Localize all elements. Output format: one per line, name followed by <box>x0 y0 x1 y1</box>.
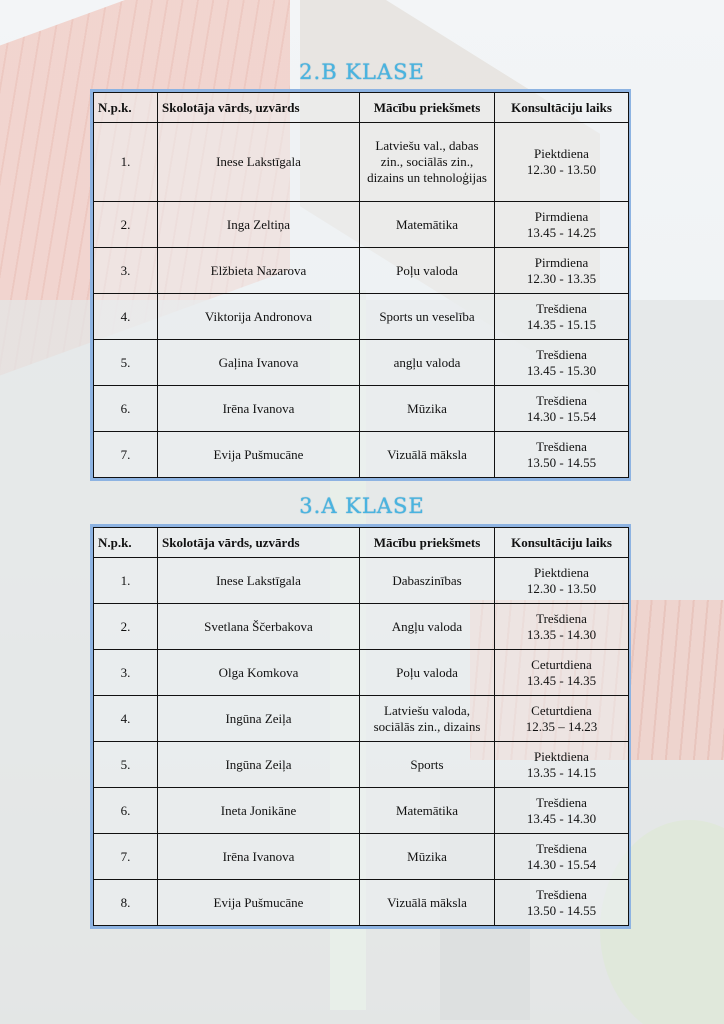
row-nr: 8. <box>94 880 158 926</box>
table-row <box>94 558 629 604</box>
row-time <box>495 650 629 696</box>
consult-day: Ceturtdiena <box>531 656 592 672</box>
row-nr: 2. <box>94 604 158 650</box>
row-time <box>495 123 629 202</box>
header-time: Konsultāciju laiks <box>495 528 629 558</box>
row-nr: 7. <box>94 432 158 478</box>
row-nr: 6. <box>94 386 158 432</box>
row-nr: 4. <box>94 696 158 742</box>
schedule-table-3a <box>90 524 631 929</box>
row-subject: Latviešu val., dabas zin., sociālās zin., dizains un tehnoloģijas <box>360 123 495 202</box>
consult-day: Trešdiena <box>536 346 587 362</box>
row-nr: 3. <box>94 650 158 696</box>
table-row <box>94 604 629 650</box>
table-row <box>94 432 629 478</box>
row-subject: Sports un veselība <box>360 294 495 340</box>
row-nr: 1. <box>94 558 158 604</box>
consult-day: Piektdiena <box>534 748 589 764</box>
row-subject: angļu valoda <box>360 340 495 386</box>
table-header-row <box>94 528 629 558</box>
consult-hours: 13.45 - 15.30 <box>526 362 597 378</box>
table-row <box>94 123 629 202</box>
row-teacher: Gaļina Ivanova <box>158 340 360 386</box>
table-row <box>94 294 629 340</box>
row-nr: 7. <box>94 834 158 880</box>
row-teacher: Irēna Ivanova <box>158 834 360 880</box>
consult-day: Trešdiena <box>536 300 587 316</box>
table-header-row <box>94 93 629 123</box>
consult-day: Pirmdiena <box>534 208 589 224</box>
table-row <box>94 880 629 926</box>
consult-hours: 13.50 - 14.55 <box>526 902 597 918</box>
table-row <box>94 696 629 742</box>
row-time <box>495 432 629 478</box>
row-teacher: Svetlana Ščerbakova <box>158 604 360 650</box>
table-row <box>94 248 629 294</box>
row-subject: Latviešu valoda, sociālās zin., dizains <box>360 696 495 742</box>
header-nr: N.p.k. <box>94 528 158 558</box>
row-nr: 3. <box>94 248 158 294</box>
row-subject: Matemātika <box>360 202 495 248</box>
row-teacher: Inese Lakstīgala <box>158 123 360 202</box>
consult-day: Trešdiena <box>536 610 587 626</box>
consult-day: Trešdiena <box>536 840 587 856</box>
section-title-2b: 2.B KLASE <box>299 60 425 84</box>
row-time <box>495 834 629 880</box>
table-row <box>94 386 629 432</box>
row-time <box>495 880 629 926</box>
row-time <box>495 340 629 386</box>
row-time <box>495 202 629 248</box>
header-subject: Mācību priekšmets <box>360 93 495 123</box>
row-teacher: Olga Komkova <box>158 650 360 696</box>
table-row <box>94 340 629 386</box>
schedule-table-2b <box>90 89 631 481</box>
row-teacher: Ineta Jonikāne <box>158 788 360 834</box>
row-nr: 2. <box>94 202 158 248</box>
table-row <box>94 202 629 248</box>
row-subject: Mūzika <box>360 386 495 432</box>
row-subject: Angļu valoda <box>360 604 495 650</box>
row-nr: 6. <box>94 788 158 834</box>
row-time <box>495 696 629 742</box>
consult-day: Piektdiena <box>534 564 589 580</box>
table-row <box>94 788 629 834</box>
consult-hours: 13.35 - 14.30 <box>526 626 597 642</box>
row-subject: Vizuālā māksla <box>360 880 495 926</box>
row-subject: Sports <box>360 742 495 788</box>
consult-hours: 13.50 - 14.55 <box>526 454 597 470</box>
row-time <box>495 294 629 340</box>
consult-hours: 14.30 - 15.54 <box>526 856 597 872</box>
consult-hours: 12.30 - 13.50 <box>526 162 597 177</box>
consult-day: Trešdiena <box>536 392 587 408</box>
consult-hours: 13.45 - 14.25 <box>526 224 597 240</box>
consult-hours: 14.30 - 15.54 <box>526 408 597 424</box>
row-nr: 5. <box>94 340 158 386</box>
row-teacher: Evija Pušmucāne <box>158 880 360 926</box>
row-nr: 1. <box>94 123 158 202</box>
section-title-3a: 3.A KLASE <box>299 494 425 518</box>
consult-day: Pirmdiena <box>534 254 589 270</box>
consult-hours: 12.30 - 13.35 <box>526 270 597 286</box>
consult-day: Trešdiena <box>536 438 587 454</box>
consult-hours: 13.45 - 14.35 <box>526 672 597 688</box>
consult-day: Trešdiena <box>536 886 587 902</box>
row-subject: Poļu valoda <box>360 248 495 294</box>
consult-hours: 12.30 - 13.50 <box>526 580 597 596</box>
consult-hours: 13.35 - 14.15 <box>526 764 597 780</box>
consult-day: Trešdiena <box>536 794 587 810</box>
row-teacher: Irēna Ivanova <box>158 386 360 432</box>
header-time: Konsultāciju laiks <box>495 93 629 123</box>
row-time <box>495 558 629 604</box>
row-teacher: Inga Zeltiņa <box>158 202 360 248</box>
row-teacher: Ingūna Zeiļa <box>158 742 360 788</box>
consult-hours: 12.35 – 14.23 <box>525 718 598 734</box>
table-row <box>94 834 629 880</box>
row-nr: 5. <box>94 742 158 788</box>
consult-hours: 13.45 - 14.30 <box>526 810 597 826</box>
header-teacher: Skolotāja vārds, uzvārds <box>158 528 360 558</box>
row-time <box>495 248 629 294</box>
row-subject: Vizuālā māksla <box>360 432 495 478</box>
consult-day: Piektdiena <box>534 146 589 161</box>
row-teacher: Inese Lakstīgala <box>158 558 360 604</box>
row-time <box>495 604 629 650</box>
header-teacher: Skolotāja vārds, uzvārds <box>158 93 360 123</box>
row-time <box>495 386 629 432</box>
table-row <box>94 650 629 696</box>
header-subject: Mācību priekšmets <box>360 528 495 558</box>
row-subject: Dabaszinības <box>360 558 495 604</box>
header-nr: N.p.k. <box>94 93 158 123</box>
row-teacher: Viktorija Andronova <box>158 294 360 340</box>
row-subject: Mūzika <box>360 834 495 880</box>
table-row <box>94 742 629 788</box>
row-teacher: Evija Pušmucāne <box>158 432 360 478</box>
consult-day: Ceturtdiena <box>531 702 592 718</box>
row-subject: Poļu valoda <box>360 650 495 696</box>
row-time <box>495 788 629 834</box>
row-subject: Matemātika <box>360 788 495 834</box>
row-nr: 4. <box>94 294 158 340</box>
row-time <box>495 742 629 788</box>
consult-hours: 14.35 - 15.15 <box>526 316 597 332</box>
row-teacher: Ingūna Zeiļa <box>158 696 360 742</box>
row-teacher: Elžbieta Nazarova <box>158 248 360 294</box>
